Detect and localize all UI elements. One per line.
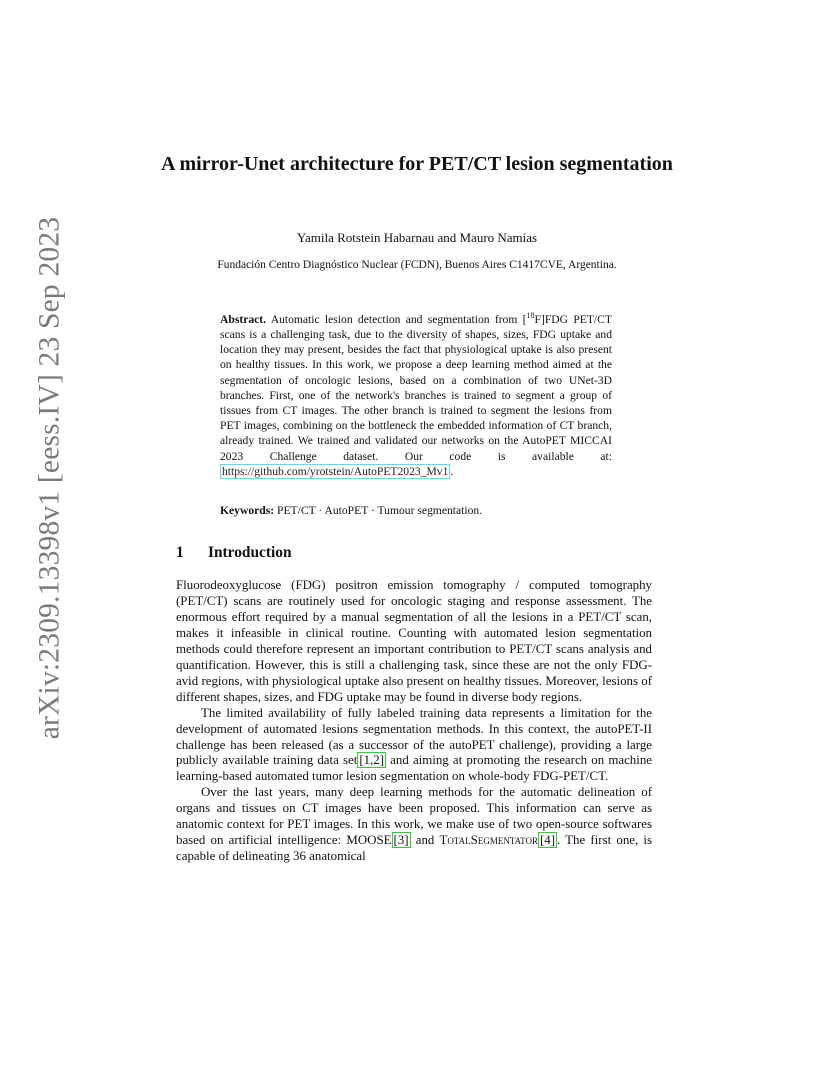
arxiv-identifier-stamp: arXiv:2309.13398v1 [eess.IV] 23 Sep 2023 [33,216,66,740]
paper-affiliation: Fundación Centro Diagnóstico Nuclear (FCDN), Buenos Aires C1417CVE, Argentina. [217,259,617,271]
paper-authors: Yamila Rotstein Habarnau and Mauro Namías [296,230,538,245]
paragraph-2 [176,706,652,786]
code-repository-link[interactable]: https://github.com/yrotstein/AutoPET2023_Mv1 [222,464,449,478]
citation-link[interactable]: [1,2] [359,753,385,768]
software-name: TotalSegmentator [439,833,538,848]
paragraph-3-text-a: Over the last years, many deep learning methods for the automatic delineation of organs and tissues on CT images have been proposed. This information can serve as anatomic context for PET images. In this work, we make use of two open-source softwares based on artificial intelligence: MOOSE [176,785,652,848]
isotope-superscript: 18 [526,311,535,320]
section-heading-introduction [176,544,292,562]
section-title: Introduction [208,544,292,561]
paper-title: A mirror-Unet architecture for PET/CT lesion segmentation [161,153,673,175]
paragraph-2-text-a: The limited availability of fully labeled training data represents a limitation for the development of automated lesions segmentation methods. In this context, the autoPET-II challenge has been released (as a successor of the autoPET challenge), providing a large publicly available training data set [176,705,652,768]
paragraph-3-text-c: . The first one, is capable of delineating 36 anatomical [176,833,652,864]
citation-link[interactable]: [3] [393,833,409,848]
abstract-text-start: Automatic lesion detection and segmentation from [ [270,312,527,326]
citation-link[interactable]: [4] [539,833,555,848]
paragraph-1: Fluorodeoxyglucose (FDG) positron emission tomography / computed tomography (PET/CT) scans are routinely used for oncologic staging and response assessment. The enormous effort required by a manual segmentation of all the lesions in a PET/CT scan, makes it infeasible in clinical routine. Counting with automated lesion segmentation methods could therefore represent an important contribution to PET/CT scans analysis and quantification. However, this is still a challenging task, since these are not the only FDG-avid regions, with physiological uptake also present on healthy tissues. Moreover, lesions of different shapes, sizes, and FDG uptake may be found in diverse body regions. [176,578,652,704]
keywords-label: Keywords: [220,504,275,517]
paragraph-2-text-b: and aiming at promoting the research on machine learning-based automated tumor lesion segmentation on whole-body FDG-PET/CT. [176,753,652,784]
abstract-link-end: . [450,464,454,478]
abstract [220,308,612,479]
section-number: 1 [176,544,184,561]
paragraph-3-text-b: and [410,833,440,848]
paragraph-3 [176,785,652,865]
abstract-text-body: F]FDG PET/CT scans is a challenging task, due to the diversity of shapes, sizes, FDG uptake and location they may present, besides the fact that physiological uptake is also present on healthy tissues. In this work, we propose a deep learning method aimed at the segmentation of oncologic lesions, based on a combination of two UNet-3D branches. First, one of the network's branches is trained to segment a group of tissues from CT images. The other branch is trained to segment the lesions from PET images, combining on the bottleneck the embedded information of CT branch, already trained. We trained and validated our networks on the AutoPET MICCAI 2023 Challenge dataset. Our code is available at: [220,312,612,463]
abstract-label: Abstract. [220,312,267,326]
keywords-text: PET/CT · AutoPET · Tumour segmentation. [277,504,483,517]
keywords [220,504,612,517]
introduction-body [176,578,652,865]
